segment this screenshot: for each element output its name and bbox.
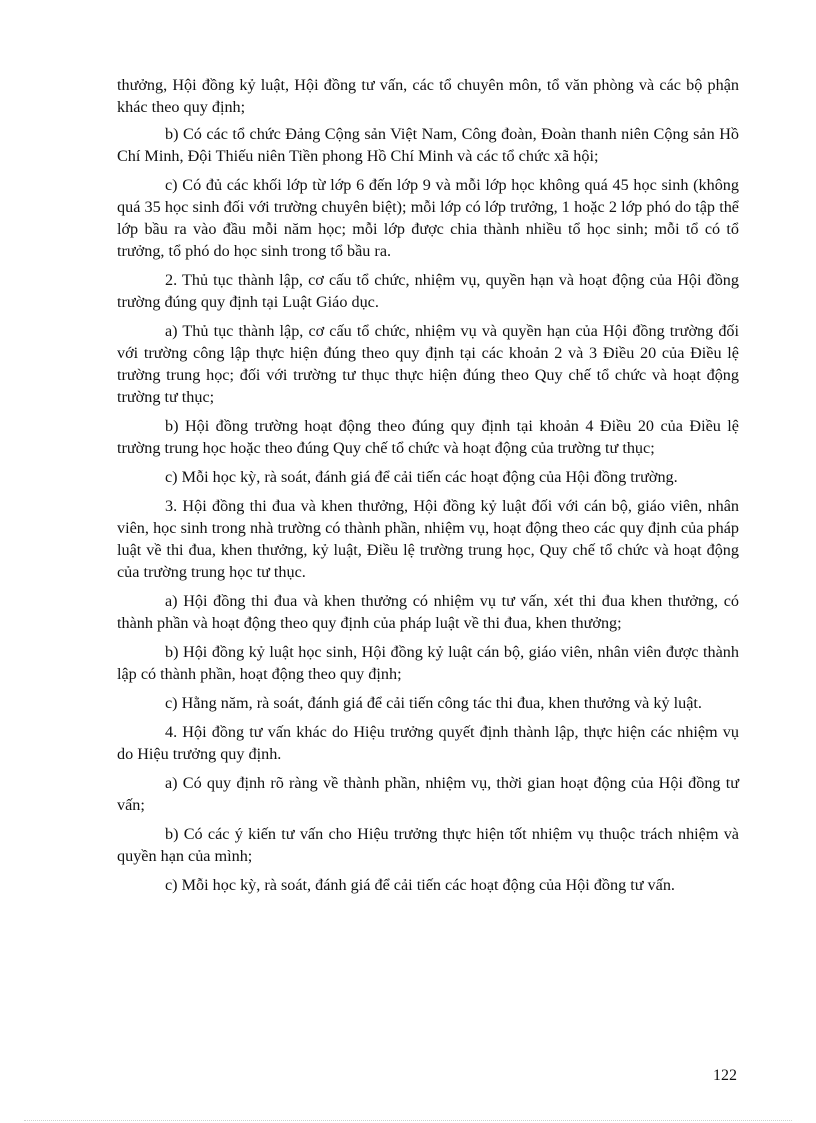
paragraph-section-2: 2. Thủ tục thành lập, cơ cấu tổ chức, nhiệm vụ, quyền hạn và hoạt động của Hội đồng trường đúng quy định tại Luật Giáo dục. xyxy=(117,271,739,311)
paragraph-section-4-a: a) Có quy định rõ ràng về thành phần, nhiệm vụ, thời gian hoạt động của Hội đồng tư vấn; xyxy=(117,774,739,814)
document-body xyxy=(117,74,739,903)
paragraph-section-3-a: a) Hội đồng thi đua và khen thưởng có nhiệm vụ tư vấn, xét thi đua khen thưởng, có thành phần và hoạt động theo quy định của pháp luật về thi đua, khen thưởng; xyxy=(117,592,739,632)
paragraph-item-c: c) Có đủ các khối lớp từ lớp 6 đến lớp 9 và mỗi lớp học không quá 45 học sinh (không quá 35 học sinh đối với trường chuyên biệt); mỗi lớp có lớp trưởng, 1 hoặc 2 lớp phó do tập thể lớp bầu ra vào đầu mỗi năm học; mỗi lớp được chia thành nhiều tổ học sinh; mỗi tổ có tổ trưởng, tổ phó do học sinh trong tổ bầu ra. xyxy=(117,176,739,260)
page-number: 122 xyxy=(713,1067,737,1084)
paragraph-section-3: 3. Hội đồng thi đua và khen thưởng, Hội đồng kỷ luật đối với cán bộ, giáo viên, nhân viên, học sinh trong nhà trường có thành phần, nhiệm vụ, hoạt động theo các quy định của pháp luật về thi đua, khen thưởng, kỷ luật, Điều lệ trường trung học, Quy chế tổ chức và hoạt động của trường trung học tư thục. xyxy=(117,497,739,581)
paragraph-item-b: b) Có các tổ chức Đảng Cộng sản Việt Nam, Công đoàn, Đoàn thanh niên Cộng sản Hồ Chí Minh, Đội Thiếu niên Tiền phong Hồ Chí Minh và các tổ chức xã hội; xyxy=(117,125,739,165)
paragraph-section-3-b: b) Hội đồng kỷ luật học sinh, Hội đồng kỷ luật cán bộ, giáo viên, nhân viên được thành lập có thành phần, hoạt động theo quy định; xyxy=(117,643,739,683)
paragraph-section-4-b: b) Có các ý kiến tư vấn cho Hiệu trưởng thực hiện tốt nhiệm vụ thuộc trách nhiệm và quyền hạn của mình; xyxy=(117,825,739,865)
paragraph-section-2-b: b) Hội đồng trường hoạt động theo đúng quy định tại khoản 4 Điều 20 của Điều lệ trường trung học hoặc theo đúng Quy chế tổ chức và hoạt động của trường tư thục; xyxy=(117,417,739,457)
paragraph-section-4: 4. Hội đồng tư vấn khác do Hiệu trưởng quyết định thành lập, thực hiện các nhiệm vụ do Hiệu trưởng quy định. xyxy=(117,723,739,763)
paragraph-section-4-c: c) Mỗi học kỳ, rà soát, đánh giá để cải tiến các hoạt động của Hội đồng tư vấn. xyxy=(165,876,675,894)
paragraph-section-2-c: c) Mỗi học kỳ, rà soát, đánh giá để cải tiến các hoạt động của Hội đồng trường. xyxy=(165,468,678,486)
page-bottom-divider xyxy=(24,1120,792,1121)
paragraph-section-2-a: a) Thủ tục thành lập, cơ cấu tổ chức, nhiệm vụ và quyền hạn của Hội đồng trường đối với trường công lập thực hiện đúng theo quy định tại các khoản 2 và 3 Điều 20 của Điều lệ trường trung học; đối với trường tư thục thực hiện đúng theo Quy chế tổ chức và hoạt động trường tư thục; xyxy=(117,322,739,406)
paragraph-section-3-c: c) Hằng năm, rà soát, đánh giá để cải tiến công tác thi đua, khen thưởng và kỷ luật. xyxy=(165,694,702,712)
paragraph-continuation: thưởng, Hội đồng kỷ luật, Hội đồng tư vấn, các tổ chuyên môn, tổ văn phòng và các bộ phận khác theo quy định; xyxy=(117,76,739,116)
